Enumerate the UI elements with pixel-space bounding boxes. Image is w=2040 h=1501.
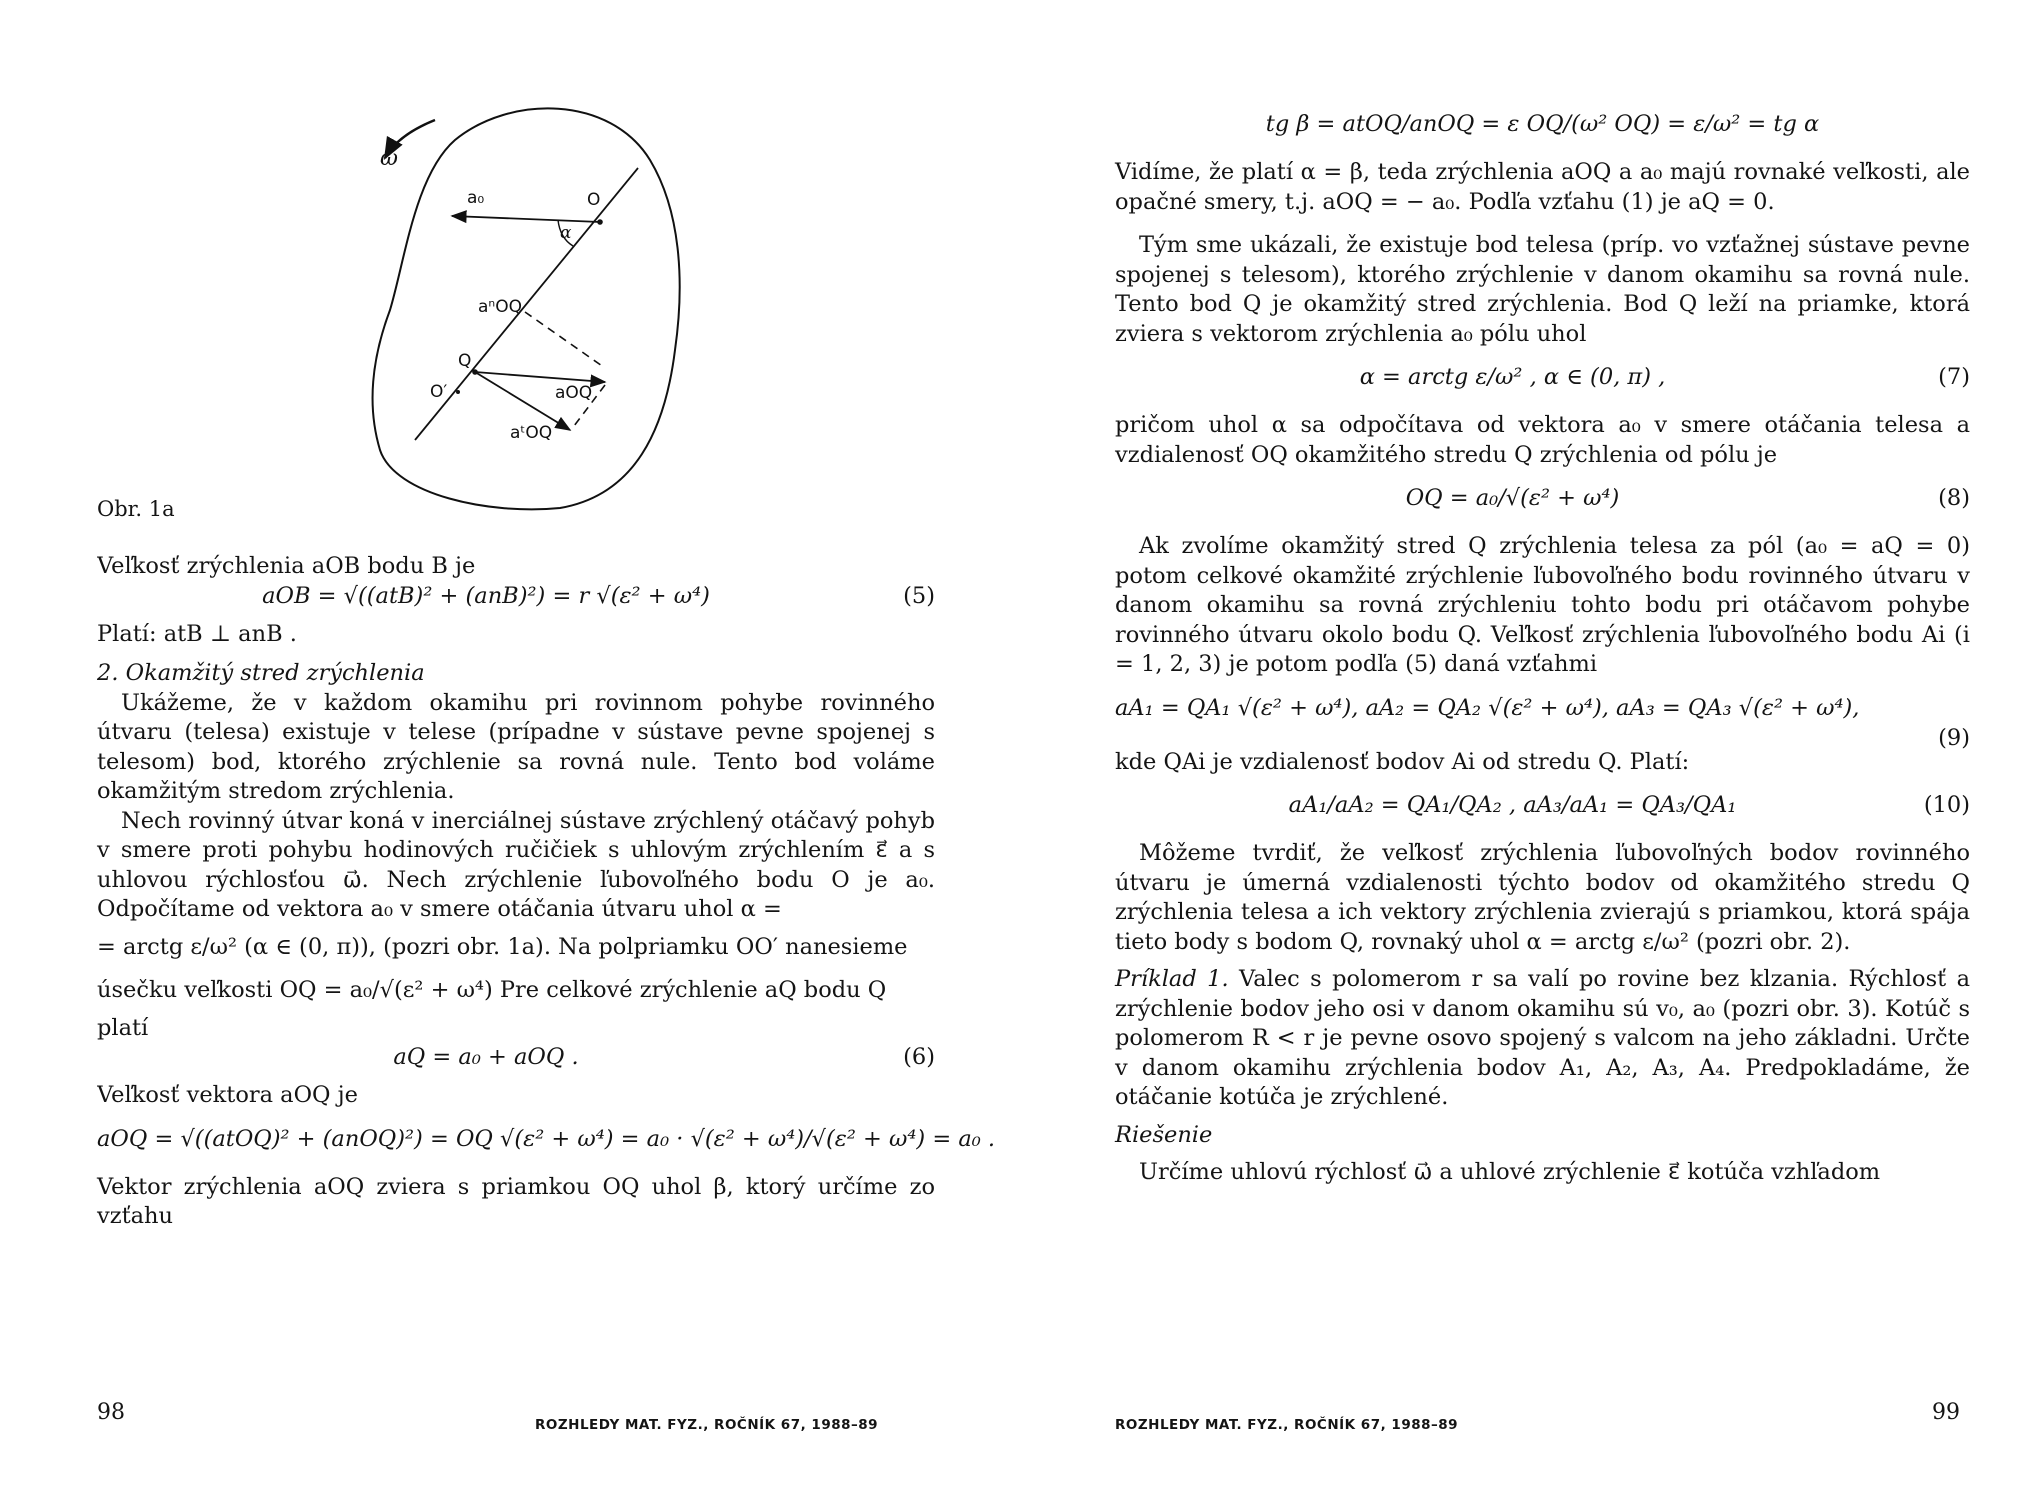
equation-10	[1115, 777, 1970, 839]
dash-1	[525, 312, 605, 368]
paragraph: Vektor zrýchlenia aOQ zviera s priamkou OQ uhol β, ktorý určíme zo vzťahu	[97, 1173, 935, 1229]
equation-body: aA₁/aA₂ = QA₁/QA₂ , aA₃/aA₁ = QA₃/QA₁	[1288, 792, 1737, 818]
equation-body: tg β = atOQ/anOQ = ε OQ/(ω² OQ) = ε/ω² = tg α	[1265, 111, 1820, 137]
text-line: Veľkosť zrýchlenia aOB bodu B je	[97, 553, 476, 579]
example-text: Valec s polomerom r sa valí po rovine bez klzania. Rýchlosť a zrýchlenie bodov jeho osi v danom okamihu sú v₀, a₀ (pozri obr. 3). Kotúč s polomerom R < r je pevne osovo spojený s valcom na jeho základni. Určte v danom okamihu zrýchlenia bodov A₁, A₂, A₃, A₄. Predpokladáme, že otáčanie kotúča je zrýchlené.	[1115, 966, 1971, 1110]
equation-body: aOQ = √((atOQ)² + (anOQ)²) = OQ √(ε² + ω⁴) = a₀ · √(ε² + ω⁴)/√(ε² + ω⁴) = a₀ .	[97, 1125, 996, 1152]
paragraph-example	[1115, 965, 1970, 1113]
point-O	[597, 219, 603, 225]
paragraph: Ak zvolíme okamžitý stred Q zrýchlenia telesa za pól (a₀ = aQ = 0) potom celkové okamžité zrýchlenie ľubovoľného bodu rovinného útvaru v danom okamihu sa rovná zrýchleniu tohto bodu pri otáčavom pohybe rovinného útvaru okolo bodu Q. Veľkosť zrýchlenia ľubovoľného bodu Ai (i = 1, 2, 3) je potom podľa (5) daná vzťahmi	[1115, 533, 1970, 677]
paragraph: pričom uhol α sa odpočítava od vektora a₀ v smere otáčania telesa a vzdialenosť OQ okamžitého stredu Q zrýchlenia od pólu je	[1115, 412, 1970, 468]
right-page	[1020, 0, 2040, 1501]
text-line: Platí: atB ⊥ anB .	[97, 620, 297, 647]
label-aOQ: aOQ	[555, 383, 593, 403]
label-O-prime: O′	[430, 382, 448, 402]
equation-body: aOB = √((atB)² + (anB)²) = r √(ε² + ω⁴)	[262, 582, 710, 609]
figure-1a	[360, 100, 690, 520]
line-OO-prime	[415, 168, 638, 440]
point-Q	[472, 369, 478, 375]
running-head: ROZHLEDY MAT. FYZ., ROČNÍK 67, 1988–89	[1115, 1417, 1459, 1433]
label-omega: ω	[380, 146, 398, 171]
equation-6	[97, 1043, 935, 1081]
equation-number: (9)	[1938, 724, 1970, 751]
text-line: = arctg ε/ω² (α ∈ (0, π)), (pozri obr. 1a). Na polpriamku OO′ nanesieme	[97, 933, 908, 960]
equation-body: α = arctg ε/ω² , α ∈ (0, π) ,	[1359, 364, 1666, 390]
label-O: O	[587, 190, 601, 210]
equation-tg-beta	[1115, 96, 1970, 158]
equation-body: OQ = a₀/√(ε² + ω⁴)	[1405, 485, 1620, 511]
label-anOQ: aⁿOQ	[478, 297, 522, 317]
left-column	[97, 552, 996, 1232]
paragraph: Nech rovinný útvar koná v inerciálnej sústave zrýchlený otáčavý pohyb v smere proti pohybu hodinových ručičiek s uhlovým zrýchlením ε⃗ a s uhlovou rýchlosťou ω⃗. Nech zrýchlenie ľubovoľného bodu O je a₀. Odpočítame od vektora a₀ v smere otáčania útvaru uhol α =	[97, 807, 935, 922]
equation-number: (5)	[903, 582, 935, 609]
equation-9	[1115, 680, 1970, 751]
equation-aOQ	[97, 1111, 996, 1173]
equation-number: (8)	[1938, 485, 1970, 511]
page-number: 98	[97, 1400, 125, 1425]
running-head: ROZHLEDY MAT. FYZ., ROČNÍK 67, 1988–89	[535, 1417, 879, 1433]
equation-8	[1115, 470, 1970, 532]
figure-caption: Obr. 1a	[97, 497, 175, 521]
vector-aOQ	[475, 372, 605, 382]
text-line: kde QAi je vzdialenosť bodov Ai od stredu Q. Platí:	[1115, 748, 1690, 775]
label-alpha: α	[560, 223, 572, 243]
equation-number: (6)	[903, 1044, 935, 1070]
label-Q: Q	[458, 351, 472, 371]
label-atOQ: aᵗOQ	[510, 423, 553, 443]
equation-number: (7)	[1938, 364, 1970, 390]
label-a0: a₀	[467, 188, 485, 208]
equation-5	[97, 582, 935, 620]
solution-heading: Riešenie	[1115, 1121, 1213, 1148]
paragraph: Tým sme ukázali, že existuje bod telesa (príp. vo vzťažnej sústave pevne spojenej s telesom), ktorého zrýchlenie v danom okamihu sa rovná nule. Tento bod Q je okamžitý stred zrýchlenia. Bod Q leží na priamke, ktorá zviera s vektorom zrýchlenia a₀ pólu uhol	[1115, 232, 1970, 347]
figure-1a-drawing	[360, 100, 690, 520]
text-line: úsečku veľkosti OQ = a₀/√(ε² + ω⁴) Pre celkové zrýchlenie aQ bodu Q	[97, 977, 887, 1003]
right-column	[1115, 100, 1970, 1188]
page-number: 99	[1932, 1400, 1960, 1425]
equation-body: aA₁ = QA₁ √(ε² + ω⁴), aA₂ = QA₂ √(ε² + ω⁴), aA₃ = QA₃ √(ε² + ω⁴),	[1115, 694, 1860, 721]
example-heading: Príklad 1.	[1115, 966, 1229, 992]
section-heading: 2. Okamžitý stred zrýchlenia	[97, 660, 425, 686]
text-line: platí	[97, 1014, 149, 1041]
body-outline	[373, 108, 680, 509]
equation-7	[1115, 349, 1970, 411]
equation-body: aQ = a₀ + aOQ .	[393, 1044, 579, 1070]
vector-a0	[452, 216, 600, 222]
paragraph: Môžeme tvrdiť, že veľkosť zrýchlenia ľubovoľných bodov rovinného útvaru je úmerná vzdialenosti týchto bodov od okamžitého stredu Q zrýchlenia telesa a ich vektory zrýchlenia zvierajú s priamkou, ktorá spája tieto body s bodom Q, rovnaký uhol α = arctg ε/ω² (pozri obr. 2).	[1115, 840, 1970, 955]
point-O-prime	[456, 390, 460, 394]
paragraph: Ukážeme, že v každom okamihu pri rovinnom pohybe rovinného útvaru (telesa) existuje v telese (prípadne v sústave pevne spojenej s telesom) bod, ktorého zrýchlenie sa rovná nule. Tento bod voláme okamžitým stredom zrýchlenia.	[97, 689, 935, 804]
paragraph: Určíme uhlovú rýchlosť ω⃗ a uhlové zrýchlenie ε⃗ kotúča vzhľadom	[1139, 1159, 1881, 1185]
text-line: Veľkosť vektora aOQ je	[97, 1082, 358, 1108]
paragraph: Vidíme, že platí α = β, teda zrýchlenia aOQ a a₀ majú rovnaké veľkosti, ale opačné smery, t.j. aOQ = − a₀. Podľa vzťahu (1) je aQ = 0.	[1115, 159, 1970, 215]
equation-number: (10)	[1923, 792, 1970, 818]
